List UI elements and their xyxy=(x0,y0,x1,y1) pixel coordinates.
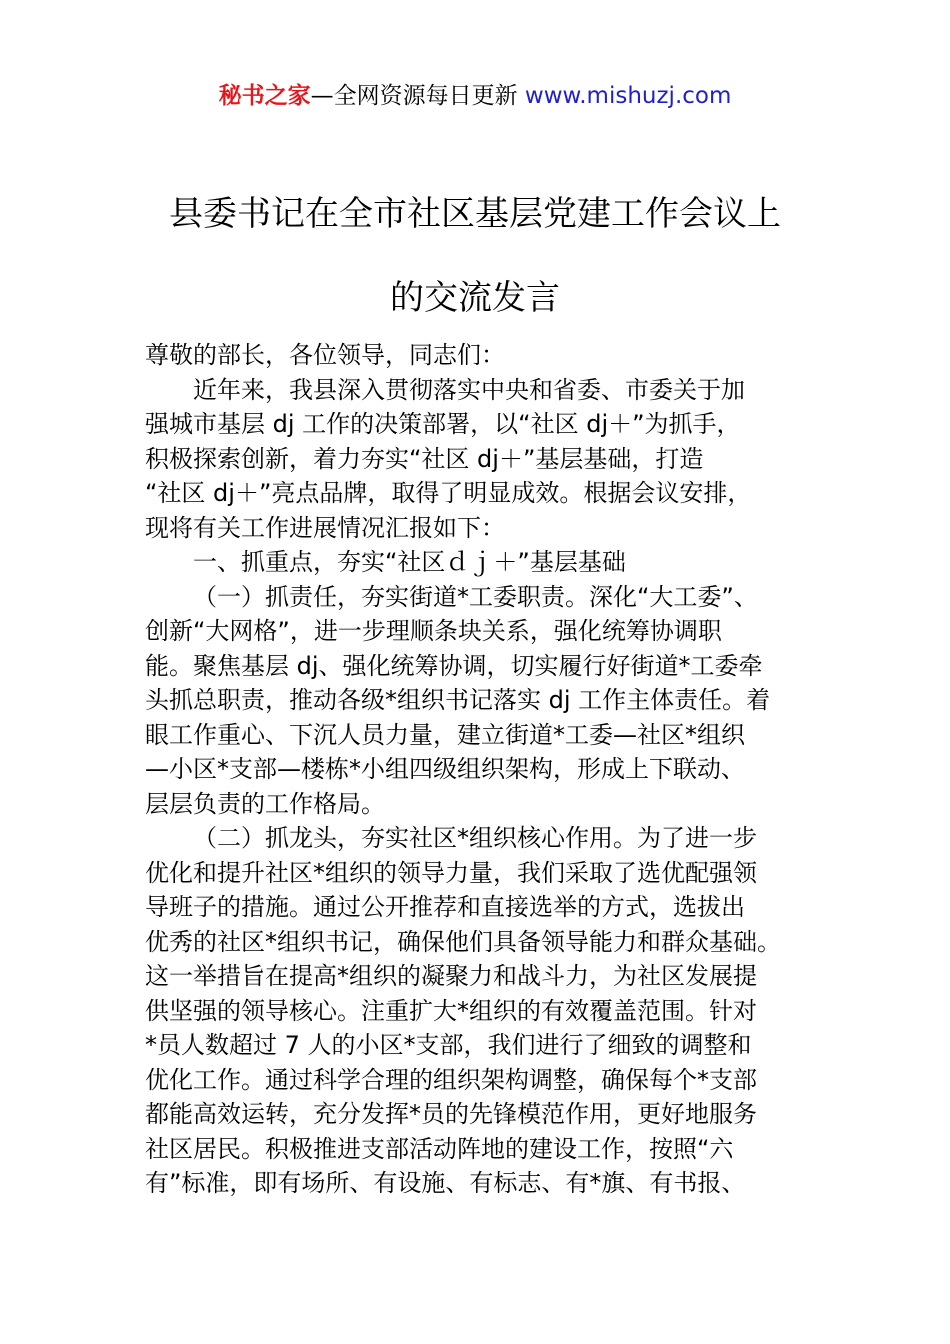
body-line: 优化工作。通过科学合理的组织架构调整，确保每个*支部 xyxy=(145,1065,757,1094)
body-line: 都能高效运转，充分发挥*员的先锋模范作用，更好地服务 xyxy=(145,1100,757,1128)
salutation: 尊敬的部长，各位领导，同志们： xyxy=(145,341,505,369)
body-line: “社区 dj＋”亮点品牌，取得了明显成效。根据会议安排， xyxy=(145,479,752,507)
body-line: 优秀的社区*组织书记，确保他们具备领导能力和群众基础。 xyxy=(145,927,781,956)
body-line: 优化和提升社区*组织的领导力量，我们采取了选优配强领 xyxy=(145,858,757,887)
title-line-2: 的交流发言 xyxy=(390,278,560,318)
header-tagline: —全网资源每日更新 xyxy=(310,83,525,109)
site-header xyxy=(0,78,950,114)
site-url-link[interactable]: www.mishuzj.com xyxy=(524,83,732,109)
title-line-1: 县委书记在全市社区基层党建工作会议上 xyxy=(169,194,781,234)
body-line: 创新“大网格”，进一步理顺条块关系，强化统筹协调职 xyxy=(145,617,722,645)
body-line: 近年来，我县深入贯彻落实中央和省委、市委关于加 xyxy=(193,375,745,404)
body-line: （一）抓责任，夯实街道*工委职责。深化“大工委”、 xyxy=(193,582,758,611)
body-line: *员人数超过 7 人的小区*支部，我们进行了细致的调整和 xyxy=(145,1031,752,1059)
document-title xyxy=(100,172,850,340)
body-line: 层层负责的工作格局。 xyxy=(145,789,385,818)
body-line: 有”标准，即有场所、有设施、有标志、有*旗、有书报、 xyxy=(145,1169,746,1197)
body-line: 强城市基层 dj 工作的决策部署，以“社区 dj＋”为抓手， xyxy=(145,410,741,438)
body-line: 这一举措旨在提高*组织的凝聚力和战斗力，为社区发展提 xyxy=(145,962,757,990)
body-line: 导班子的措施。通过公开推荐和直接选举的方式，选拔出 xyxy=(145,893,745,921)
section-heading: 一、抓重点，夯实“社区ｄｊ＋”基层基础 xyxy=(193,548,626,576)
body-line: 眼工作重心、下沉人员力量，建立街道*工委—社区*组织 xyxy=(145,720,745,749)
body-line: 能。聚焦基层 dj、强化统筹协调，切实履行好街道*工委牵 xyxy=(145,651,763,680)
document-body xyxy=(145,338,815,1201)
body-line: —小区*支部—楼栋*小组四级组织架构，形成上下联动、 xyxy=(145,755,745,783)
body-line: 头抓总职责，推动各级*组织书记落实 dj 工作主体责任。着 xyxy=(145,686,771,714)
body-line: 积极探索创新，着力夯实“社区 dj＋”基层基础，打造 xyxy=(145,444,704,473)
body-line: 社区居民。积极推进支部活动阵地的建设工作，按照“六 xyxy=(145,1134,734,1163)
body-line: 供坚强的领导核心。注重扩大*组织的有效覆盖范围。针对 xyxy=(145,996,757,1025)
body-line: 现将有关工作进展情况汇报如下： xyxy=(145,513,505,542)
brand-name: 秘书之家 xyxy=(218,83,311,109)
body-line: （二）抓龙头，夯实社区*组织核心作用。为了进一步 xyxy=(193,824,757,852)
